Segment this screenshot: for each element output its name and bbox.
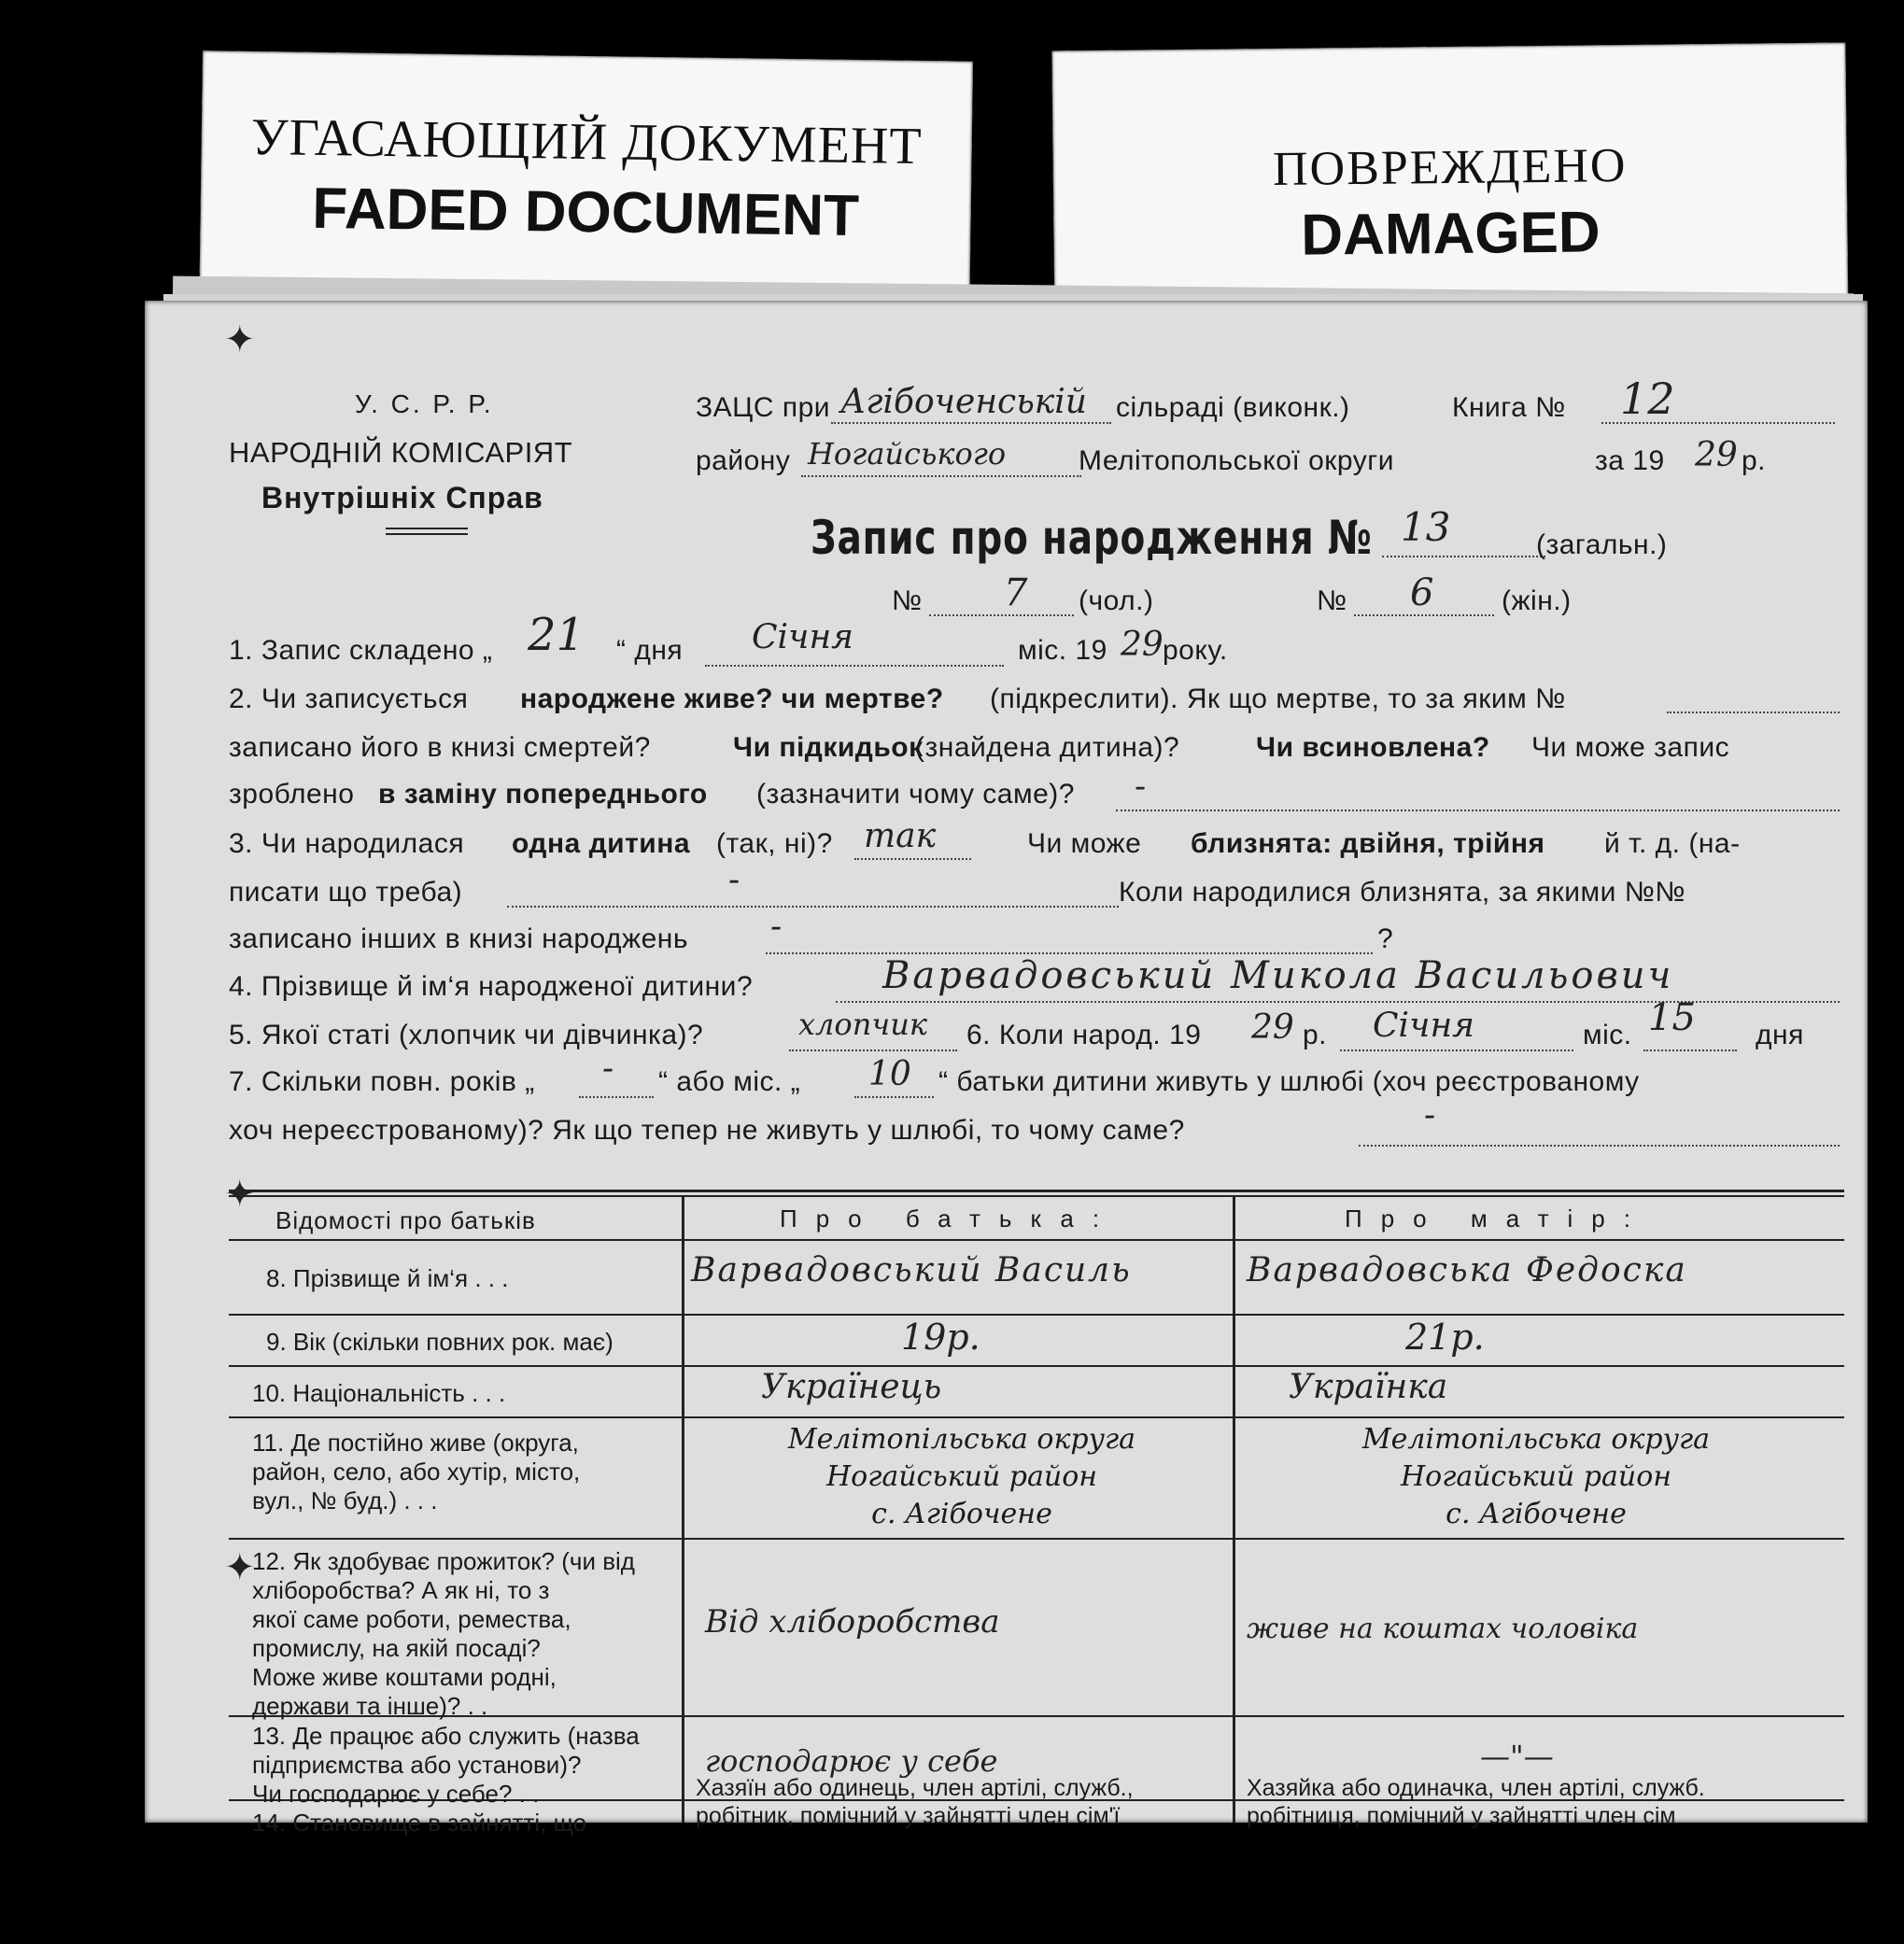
father-workplace-value[interactable]: господарює у себе [705,1743,998,1779]
table-row-label: 14. Становище в зайнятті, що [252,1809,587,1837]
table-header-rule [229,1239,1844,1241]
q5-answer[interactable]: хлопчик [798,1007,927,1042]
q2-line3-c: (зазначити чому саме)? [756,779,1075,810]
q1-label: 1. Запис складено „ [229,635,493,666]
field-line [705,665,1004,667]
q4-label: 4. Прізвище й ім‘я народженої дитини? [229,971,754,1002]
q6-day-value[interactable]: 15 [1648,996,1696,1039]
q2-line3-b: в заміну попереднього [378,779,708,810]
mother-occupation-value[interactable]: живе на коштах чоловіка [1247,1613,1639,1645]
q6-day-label: дня [1756,1020,1804,1050]
q3-line1-c: (так, ні)? [716,828,833,859]
field-line [579,1096,654,1098]
q3-answer[interactable]: так [864,817,937,855]
table-column-divider [682,1195,684,1823]
father-name-value[interactable]: Варвадовський Василь [691,1251,1132,1289]
ussr-heading: У. С. Р. Р. [355,389,494,418]
internal-affairs-heading: Внутрішніх Справ [261,481,543,514]
female-label: (жін.) [1502,585,1572,616]
faded-label-ru: УГАСАЮЩИЙ ДОКУМЕНТ [250,107,923,176]
field-line [1359,1145,1840,1147]
q3-line3-b: ? [1377,923,1394,954]
mother-residence-value[interactable]: Мелітопільська округа Ногайський район с. Агібочене [1361,1423,1711,1530]
record-title: Запис про народження № [811,511,1373,565]
mother-name-value[interactable]: Варвадовська Федоска [1247,1251,1687,1289]
q3-line2-answer[interactable]: - [728,861,740,899]
q4-answer[interactable]: Варвадовський Микола Васильович [882,954,1674,997]
q1-year-value[interactable]: 29 [1121,626,1164,664]
table-row-label: 12. Як здобуває прожиток? (чи від хліборобства? А як ні, то з якої саме роботи, ремества, промислу, на якій посаді? Може живе коштами родні, держави та інше)? . . [252,1547,635,1720]
q2-line3-a: зроблено [229,779,355,810]
mother-nationality-value[interactable]: Українка [1289,1368,1448,1406]
table-row-label: 9. Вік (скільки повних рок. має) [266,1328,614,1356]
father-age-value[interactable]: 19р. [901,1317,980,1358]
okruha-label: Мелітопольської округи [1079,445,1394,476]
divider [386,528,468,529]
damaged-label-ru: ПОВРЕЖДЕНО [1272,139,1628,196]
q3-line1-a: 3. Чи народилася [229,828,465,859]
q6-year-label: р. [1303,1020,1328,1050]
q6-label: 6. Коли народ. 19 [966,1020,1202,1050]
record-number-value[interactable]: 13 [1401,504,1451,550]
field-line [929,614,1074,616]
q1-month-value[interactable]: Січня [752,618,854,656]
father-nationality-value[interactable]: Українець [761,1368,942,1406]
row-divider [229,1538,1844,1540]
female-no-label: № [1317,585,1347,616]
year-label-suffix: р. [1742,445,1767,476]
female-no-value[interactable]: 6 [1410,571,1434,614]
q7-line1-c: “ батьки дитини живуть у шлюбі (хоч реєстрованому [938,1066,1640,1097]
table-top-rule [229,1195,1844,1197]
district-prefix: району [696,445,791,476]
mother-workplace-value[interactable]: —"— [1480,1739,1554,1774]
q2-line2-a: записано його в книзі смертей? [229,732,651,763]
q2-line1-c: (підкреслити). Як що мертве, то за яким № [990,683,1566,714]
book-number-value[interactable]: 12 [1620,373,1675,424]
q3-line3-a: записано інших в книзі народжень [229,923,689,954]
q3-line1-f: й т. д. (на- [1604,828,1741,859]
q7-line2: хоч нереєстрованому)? Як що тепер не живуть у шлюбі, то чому саме? [229,1115,1185,1146]
year-label-prefix: за 19 [1595,445,1665,476]
general-label: (загальн.) [1536,529,1668,560]
q7-line1-b: “ або міс. „ [658,1066,801,1097]
punch-hole-mark: ✦ [224,318,256,360]
table-column-divider [1233,1195,1235,1823]
field-line [1667,711,1840,713]
village-council-label: сільраді (виконк.) [1116,392,1350,423]
year-value[interactable]: 29 [1695,436,1738,474]
book-label: Книга № [1452,392,1566,423]
father-occupation-value[interactable]: Від хліборобства [705,1603,1000,1641]
q3-line1-e: близнята: двійня, трійня [1191,828,1545,859]
father-status-options: Хазяїн або одинець, член артілі, служб., робітник, помічний у зайнятті член сім'ї [696,1775,1134,1829]
district-value[interactable]: Ногайського [808,436,1007,472]
damaged-label-en: DAMAGED [1300,200,1601,268]
q1-month-label: міс. 19 [1018,635,1107,666]
q6-year-value[interactable]: 29 [1251,1008,1294,1047]
field-line [801,475,1081,477]
q2-answer[interactable]: - [1135,768,1147,806]
punch-hole-mark: ✦ [224,1173,256,1215]
table-header-father: Про батька: [780,1204,1119,1233]
male-no-value[interactable]: 7 [1004,571,1028,614]
table-top-rule [229,1190,1844,1192]
male-label: (чол.) [1079,585,1154,616]
row-divider [229,1416,1844,1418]
table-header-mother: Про матір: [1345,1204,1649,1233]
mother-age-value[interactable]: 21р. [1405,1317,1485,1358]
field-line [1643,1049,1737,1051]
q7-months-value[interactable]: 10 [868,1055,911,1093]
birth-record-form [145,301,1868,1837]
field-line [789,1049,957,1051]
q3-line2-a: писати що треба) [229,877,463,908]
mother-status-options: Хазяйка або одиначка, член артілі, служб. робітниця, помічний у зайнятті член сім [1247,1775,1705,1829]
q2-line2-e: Чи може запис [1531,732,1730,763]
q6-month-value[interactable]: Січня [1373,1007,1475,1045]
field-line [854,1096,934,1098]
q1-day-value[interactable]: 21 [528,609,585,661]
q5-label: 5. Якої статі (хлопчик чи дівчинка)? [229,1020,704,1050]
table-row-label: 10. Національність . . . [252,1379,506,1407]
field-line [507,906,1119,908]
commissariat-heading: НАРОДНІЙ КОМІСАРІЯТ [229,436,573,469]
field-line [1116,810,1840,811]
table-row-label: 11. Де постійно живе (округа, район, село, або хутір, місто, вул., № буд.) . . . [252,1429,581,1514]
row-divider [229,1365,1844,1367]
divider [386,533,468,535]
field-line [831,422,1111,424]
table-row-label: 13. Де працює або служить (назва підприємства або установи)? Чи господарює у себе? . . [252,1722,640,1808]
table-header-info: Відомості про батьків [275,1206,536,1234]
zags-village-value[interactable]: Агібоченській [840,383,1087,421]
q7-years-value[interactable]: - [602,1049,614,1088]
father-residence-value[interactable]: Мелітопільська округа Ногайський район с. Агібочене [787,1423,1136,1530]
q1-year-label: року. [1163,635,1228,666]
q3-line1-d: Чи може [1027,828,1142,859]
punch-hole-mark: ✦ [224,1546,256,1588]
male-no-label: № [892,585,923,616]
q3-line2-b: Коли народилися близнята, за якими №№ [1119,877,1686,908]
table-row-label: 8. Прізвище й ім‘я . . . [266,1264,509,1292]
q3-line1-b: одна дитина [512,828,691,859]
field-line [1354,614,1494,616]
field-line [854,858,971,860]
field-line [1382,556,1545,557]
q3-line3-answer[interactable]: - [770,908,783,946]
q1-day-label: “ дня [616,635,684,666]
q2-line2-c: (знайдена дитина)? [915,732,1180,763]
q6-month-label: міс. [1583,1020,1632,1050]
q2-line1-b: народжене живе? чи мертве? [520,683,944,714]
field-line [1340,1049,1573,1051]
row-divider [229,1314,1844,1316]
faded-label-en: FADED DOCUMENT [311,176,860,249]
q7-line1-a: 7. Скільки повн. років „ [229,1066,535,1097]
q2-line2-b: Чи підкидьок [733,732,924,763]
q2-line1-a: 2. Чи записується [229,683,469,714]
q7-answer[interactable]: - [1424,1096,1436,1134]
q2-line2-d: Чи всиновлена? [1256,732,1490,763]
zags-prefix: ЗАЦС при [696,392,831,423]
